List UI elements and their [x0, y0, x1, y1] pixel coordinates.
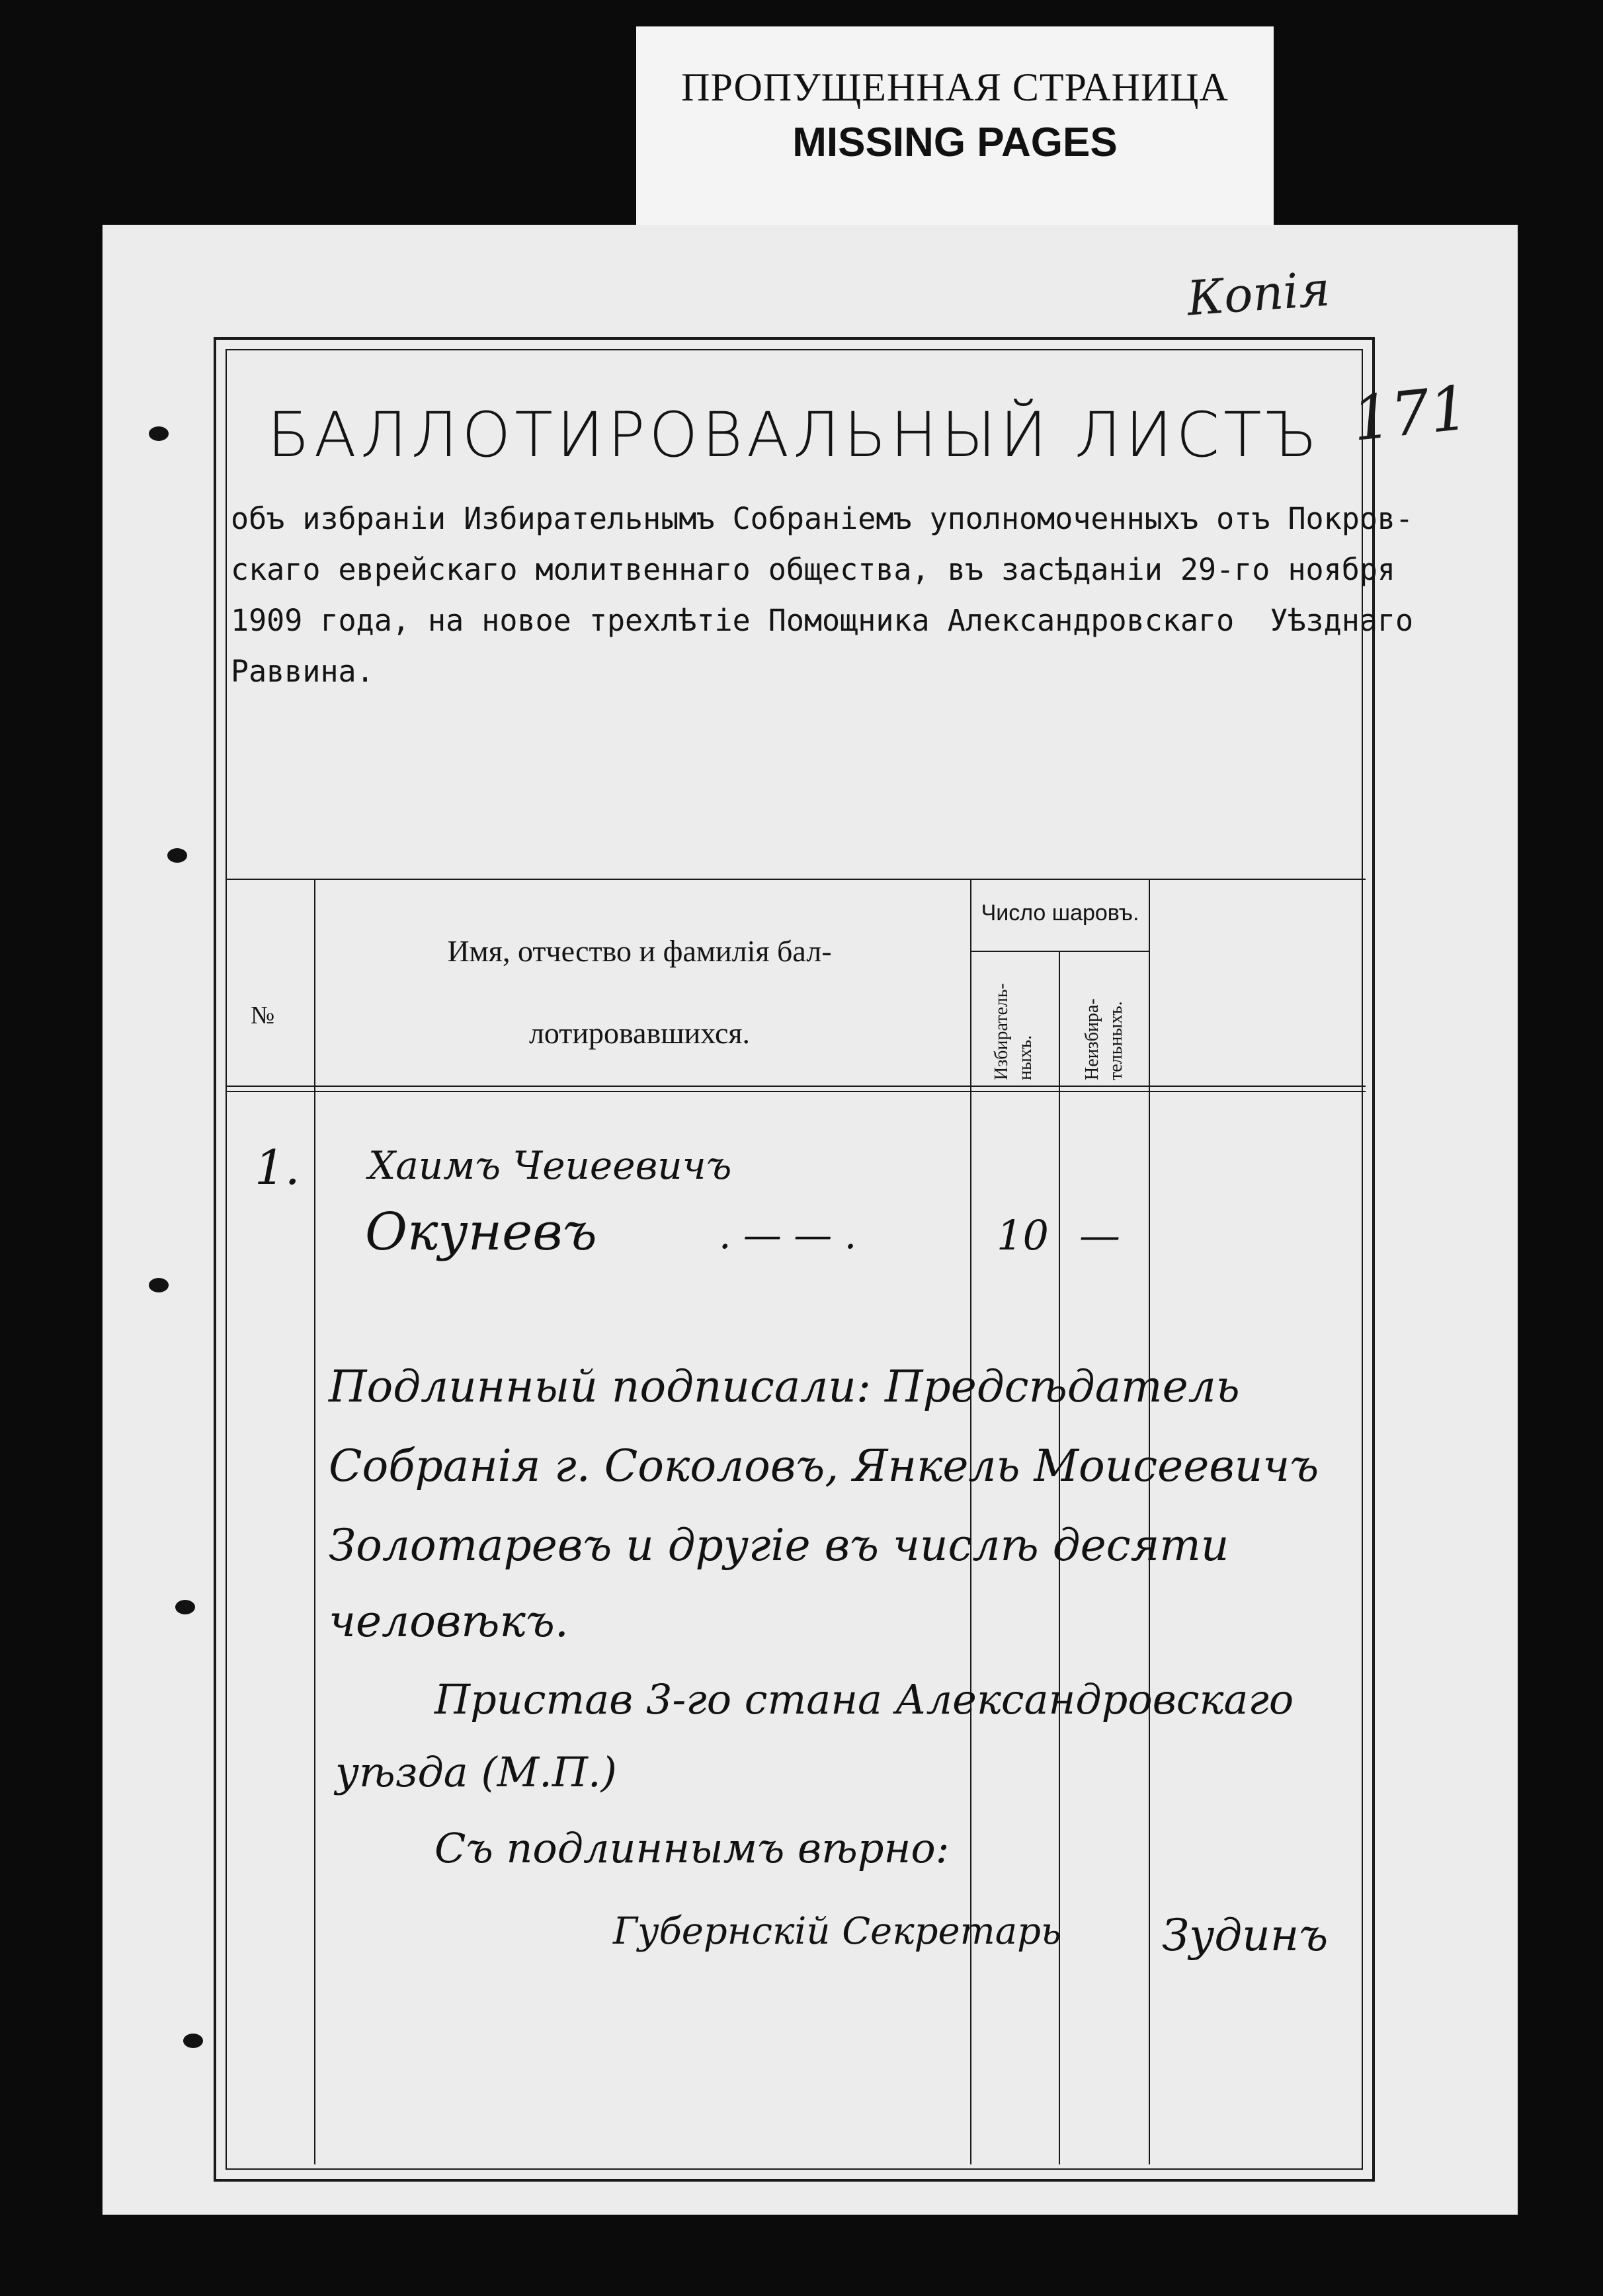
- handwritten-line: Съ подлиннымъ вѣрно:: [434, 1824, 950, 1872]
- entry-votes-for: 10: [997, 1211, 1049, 1259]
- column-header-name-cont: лотировавшихся.: [528, 1016, 751, 1050]
- missing-pages-english: MISSING PAGES: [792, 120, 1118, 165]
- ballot-sheet: [103, 225, 1518, 2215]
- punch-hole: [167, 848, 187, 863]
- handwritten-line: Пристав 3-го стана Александровскаго: [434, 1675, 1294, 1723]
- table-header-rule: [226, 1086, 1366, 1087]
- handwritten-line: Подлинный подписали: Предсѣдатель: [329, 1361, 1240, 1412]
- column-divider: [314, 879, 315, 2164]
- handwritten-line: уѣзда (М.П.): [335, 1748, 617, 1796]
- table-top-rule: [226, 879, 1366, 880]
- missing-pages-label: [636, 26, 1274, 241]
- entry-name-line1: Хаимъ Чеиеевичъ: [368, 1143, 732, 1188]
- table-header-rule-double: [226, 1091, 1366, 1092]
- signature: Зудинъ: [1162, 1910, 1329, 1961]
- intro-line: 1909 года, на новое трехлѣтіе Помощника Александровскаго Уѣзднаго: [231, 603, 1414, 638]
- entry-dash: . — — .: [719, 1212, 857, 1257]
- handwritten-line: Золотаревъ и другіе въ числѣ десяти: [329, 1520, 1229, 1571]
- handwritten-line: Губернскій Секретарь: [613, 1910, 1061, 1953]
- column-header-against: Неизбира- тельныхъ.: [1082, 998, 1126, 1080]
- sheet-intro: [231, 493, 1414, 697]
- handwritten-line: человѣкъ.: [329, 1596, 569, 1647]
- column-header-name: Имя, отчество и фамилія бал-: [447, 934, 832, 968]
- entry-name-line2: Окуневъ: [365, 1203, 597, 1262]
- missing-pages-russian: ПРОПУЩЕННАЯ СТРАНИЦА: [681, 65, 1229, 109]
- column-header-for: Избиратель- ныхъ.: [991, 983, 1036, 1080]
- punch-hole: [149, 1278, 169, 1292]
- column-header-number: №: [251, 1002, 275, 1029]
- punch-hole: [183, 2034, 203, 2048]
- handwritten-line: Собранія г. Соколовъ, Янкель Моисеевичъ: [329, 1441, 1319, 1491]
- folio-number: 171: [1348, 372, 1472, 455]
- punch-hole: [175, 1600, 195, 1614]
- entry-votes-against: —: [1079, 1211, 1120, 1259]
- sheet-title: БАЛЛОТИРОВАЛЬНЫЙ ЛИСТЪ: [267, 399, 1321, 471]
- balls-subheader-rule: [971, 951, 1149, 952]
- intro-line: объ избраніи Избирательнымъ Собраніемъ уполномоченныхъ отъ Покров-: [231, 501, 1414, 536]
- copy-mark: Копія: [1185, 260, 1332, 327]
- punch-hole: [149, 426, 169, 441]
- intro-line: скаго еврейскаго молитвеннаго общества, въ засѣданіи 29-го ноября: [231, 552, 1395, 587]
- column-header-balls: Число шаровъ.: [981, 900, 1139, 926]
- entry-number: 1.: [255, 1140, 300, 1195]
- intro-line: Раввина.: [231, 654, 374, 689]
